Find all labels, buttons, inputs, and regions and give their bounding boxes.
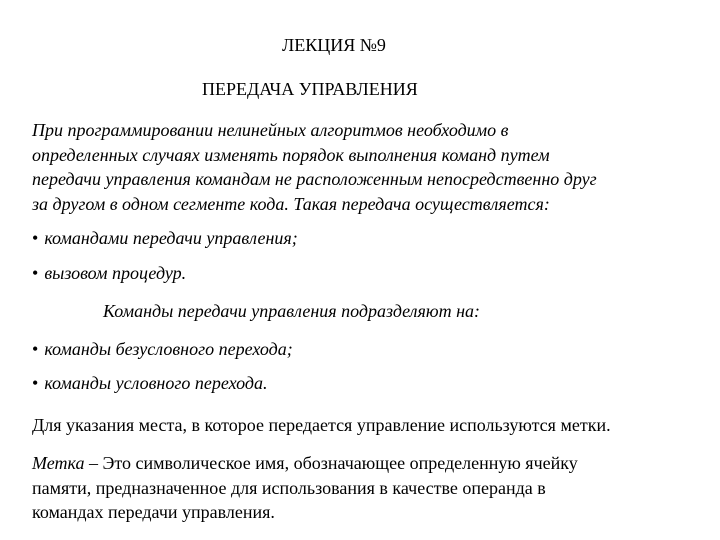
list-item	[32, 226, 692, 251]
list-item-text: вызовом процедур.	[44, 263, 187, 283]
list-item-text: команды условного перехода.	[44, 373, 268, 393]
intro-paragraph	[32, 118, 692, 216]
definition-line: памяти, предназначенное для использования в качестве операнда в	[32, 477, 546, 498]
list-item	[32, 337, 692, 362]
definition-line: командах передачи управления.	[32, 502, 275, 522]
intro-line: определенных случаях изменять порядок выполнения команд путем	[32, 144, 550, 165]
definition-text: Это символическое имя, обозначающее определенную ячейку	[102, 453, 578, 473]
lecture-number-title: ЛЕКЦИЯ №9	[282, 35, 386, 55]
types-intro: Команды передачи управления подразделяют на:	[103, 301, 481, 321]
list-item-text: командами передачи управления;	[44, 228, 298, 248]
lecture-topic-title: ПЕРЕДАЧА УПРАВЛЕНИЯ	[202, 79, 418, 99]
label-definition	[32, 451, 692, 525]
list-item-text: команды безусловного перехода;	[44, 339, 293, 359]
bullet-icon: •	[32, 339, 39, 359]
definition-dash: –	[84, 453, 103, 473]
bullet-icon: •	[32, 228, 39, 248]
bullet-icon: •	[32, 263, 39, 283]
definition-term: Метка	[32, 453, 85, 473]
intro-line: за другом в одном сегменте кода. Такая передача осуществляется:	[32, 193, 550, 214]
list-item	[32, 261, 692, 286]
bullet-icon: •	[32, 373, 39, 393]
definition-line	[32, 451, 692, 476]
intro-line: передачи управления командам не расположенным непосредственно друг	[32, 169, 597, 189]
list-item	[32, 371, 692, 396]
labels-sentence: Для указания места, в которое передается управление используются метки.	[32, 415, 611, 435]
intro-line: При программировании нелинейных алгоритмов необходимо в	[32, 120, 509, 140]
